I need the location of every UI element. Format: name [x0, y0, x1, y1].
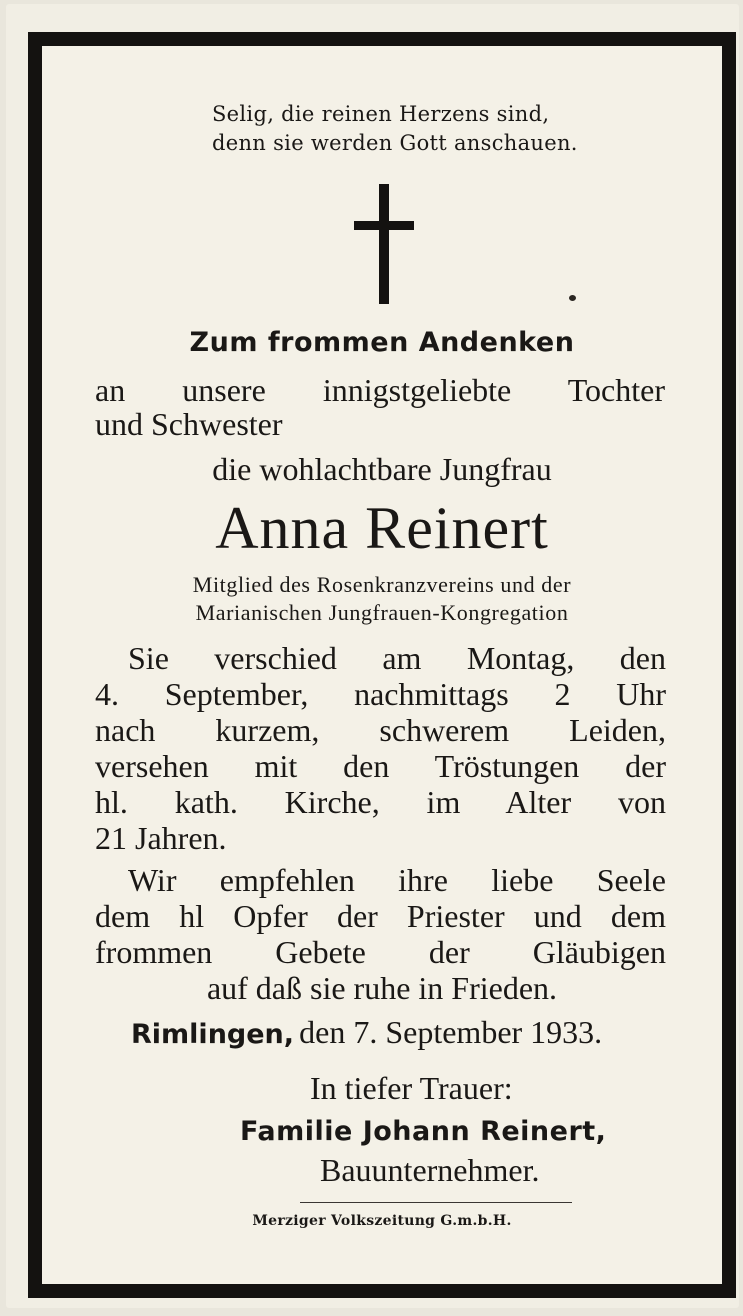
intro-line-3: die wohlachtbare Jungfrau	[212, 451, 552, 487]
ink-spot	[569, 295, 576, 301]
death-line-4: versehen mit den Tröstungen der	[95, 748, 666, 784]
heading: Zum frommen Andenken	[189, 327, 575, 358]
memorial-card	[6, 4, 739, 1308]
deceased-name: Anna Reinert	[215, 495, 549, 561]
motto-line-1: Selig, die reinen Herzens sind,	[212, 102, 550, 126]
mourning-note: In tiefer Trauer:	[310, 1070, 513, 1106]
family-name: Familie Johann Reinert,	[240, 1116, 607, 1147]
membership-line-2: Marianischen Jungfrauen-Kongregation	[195, 600, 569, 625]
death-line-2: 4. September, nachmittags 2 Uhr	[95, 676, 666, 712]
membership-line-1: Mitglied des Rosenkranzvereins und der	[192, 572, 572, 597]
intro-line-1: an unsere innigstgeliebte Tochter	[95, 372, 665, 408]
divider	[300, 1202, 572, 1203]
intro-line-2: und Schwester	[95, 406, 283, 442]
prayer-line-1: Wir empfehlen ihre liebe Seele	[128, 862, 666, 898]
death-line-6: 21 Jahren.	[95, 820, 227, 856]
death-line-1: Sie verschied am Montag, den	[128, 640, 666, 676]
cross-icon	[354, 184, 414, 304]
place-date	[131, 1014, 602, 1051]
prayer-line-3: frommen Gebete der Gläubigen	[95, 934, 666, 970]
mourning-border	[28, 32, 736, 1298]
death-line-5: hl. kath. Kirche, im Alter von	[95, 784, 666, 820]
printer-credit: Merziger Volkszeitung G.m.b.H.	[252, 1213, 512, 1229]
death-line-3: nach kurzem, schwerem Leiden,	[95, 712, 666, 748]
date: den 7. September 1933.	[299, 1014, 603, 1050]
prayer-line-4: auf daß sie ruhe in Frieden.	[206, 970, 558, 1006]
place: Rimlingen,	[131, 1019, 295, 1050]
prayer-line-2: dem hl Opfer der Priester und dem	[95, 898, 666, 934]
profession: Bauunternehmer.	[320, 1152, 540, 1188]
motto-line-2: denn sie werden Gott anschauen.	[212, 131, 578, 155]
